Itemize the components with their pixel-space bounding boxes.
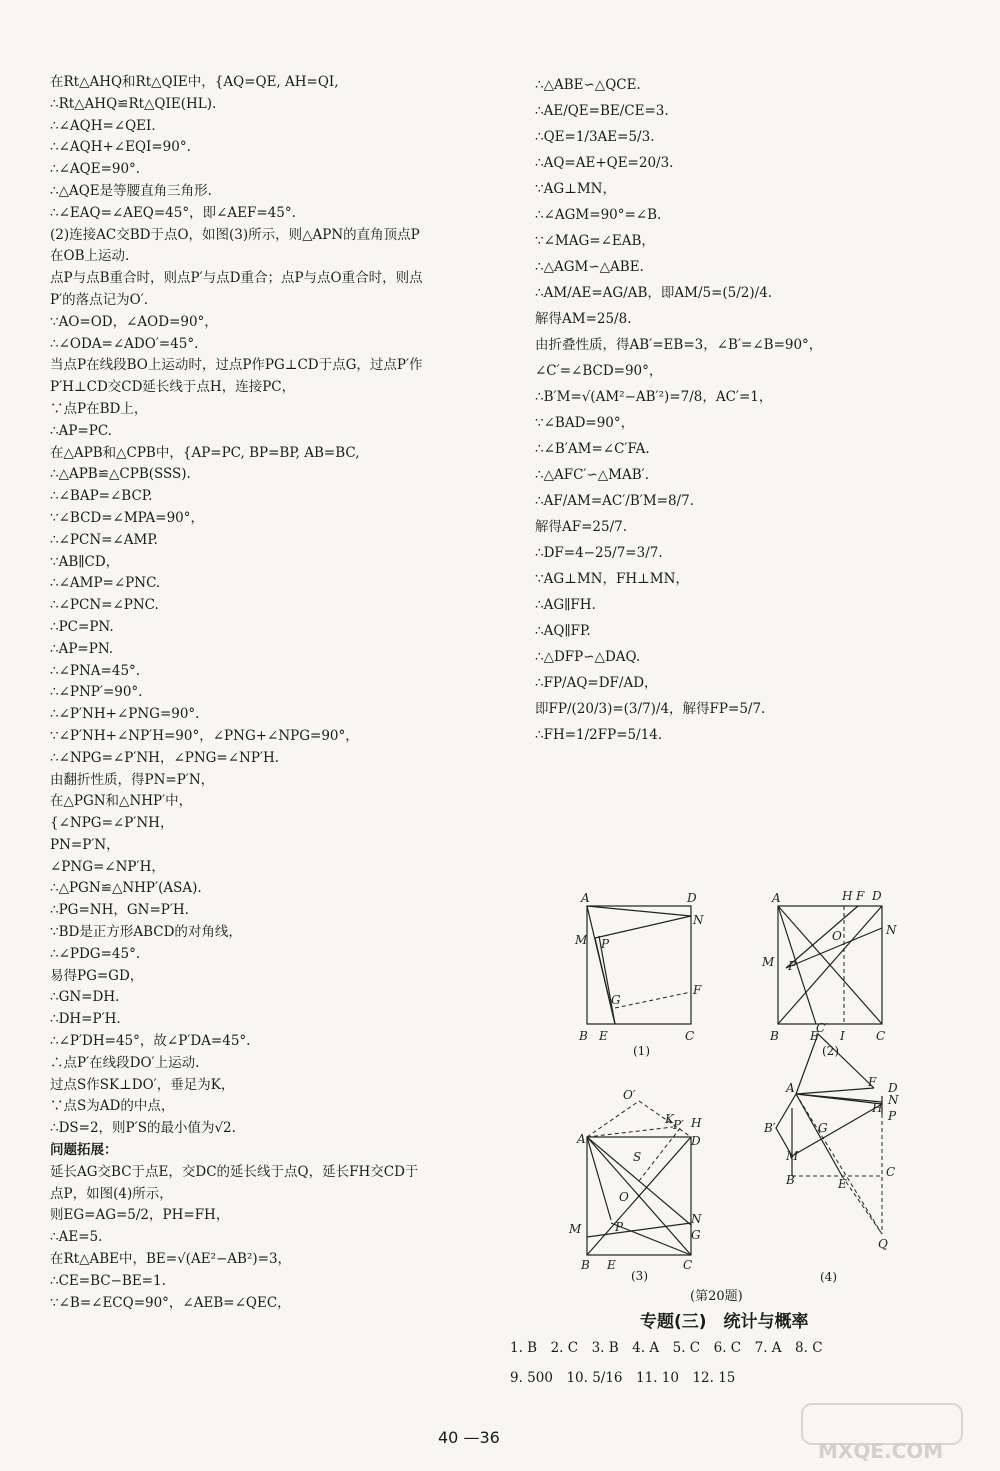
right-text-line: ∴AE/QE=BE/CE=3. (535, 103, 669, 119)
svg-text:F: F (693, 983, 702, 997)
right-text-line: ∴△DFP∽△DAQ. (535, 649, 641, 665)
left-text-line: ∴点P′在线段DO′上运动. (50, 1054, 200, 1071)
svg-text:B: B (770, 1029, 779, 1043)
watermark-logo (800, 1402, 970, 1466)
left-text-line: 在Rt△AHQ和Rt△QIE中，{AQ=QE, AH=QI, (50, 74, 339, 90)
svg-text:F: F (868, 1075, 877, 1089)
svg-text:D: D (888, 1081, 898, 1095)
left-text-line: ∴GN=DH. (50, 989, 120, 1006)
svg-text:A: A (577, 1132, 586, 1146)
left-text-line: ∵AB∥CD， (50, 553, 120, 570)
left-text-line: 易得PG=GD， (50, 967, 144, 984)
svg-text:N: N (691, 1212, 702, 1226)
left-text-line: ∴∠AMP=∠PNC. (50, 575, 161, 592)
svg-text:S: S (633, 1150, 642, 1164)
right-text-line: ∴∠B′AM=∠C′FA. (535, 441, 650, 457)
left-text-line: ∴∠PDG=45°. (50, 945, 141, 962)
left-text-line: 当点P在线段BO上运动时，过点P作PG⊥CD于点G，过点P′作 (50, 357, 423, 374)
right-text-line: ∴AQ=AE+QE=20/3. (535, 155, 674, 171)
svg-text:H: H (872, 1101, 883, 1115)
left-text-line: ∴∠PNP′=90°. (50, 684, 143, 701)
figure-3-drawing (569, 1088, 713, 1275)
right-text-line: 解得AF=25/7. (535, 519, 628, 535)
answers-row-1: 1. B 2. C 3. B 4. A 5. C 6. C 7. A 8. C (510, 1340, 823, 1356)
svg-text:O: O (619, 1190, 629, 1204)
right-text-line: ∴△AGM∽△ABE. (535, 259, 644, 275)
svg-text:E: E (838, 1177, 847, 1191)
svg-text:H: H (842, 889, 853, 903)
right-text-line: 即FP/(20/3)=(3/7)/4，解得FP=5/7. (535, 701, 766, 717)
right-text-line: ∴FH=1/2FP=5/14. (535, 727, 663, 743)
svg-text:G: G (691, 1228, 701, 1242)
svg-text:N: N (693, 913, 704, 927)
right-text-line: ∵∠BAD=90°， (535, 415, 635, 431)
right-text-line: ∠C′=∠BCD=90°， (535, 363, 663, 379)
left-text-line: ∴△AQE是等腰直角三角形. (50, 182, 212, 199)
left-text-line: ∴∠ODA=∠ADO′=45°. (50, 335, 199, 352)
right-text-line: ∴AG∥FH. (535, 597, 596, 613)
left-text-line: ∴∠P′DH=45°，故∠P′DA=45°. (50, 1033, 251, 1050)
svg-text:N: N (888, 1093, 899, 1107)
answers-row-2: 9. 500 10. 5/16 11. 10 12. 15 (510, 1370, 736, 1386)
left-text-line: ∴∠P′NH+∠PNG=90°. (50, 706, 200, 723)
left-text-line: ∴∠AQH+∠EQI=90°. (50, 139, 191, 156)
right-text-line: ∴∠AGM=90°=∠B. (535, 207, 662, 223)
left-text-line: ∴∠PCN=∠AMP. (50, 531, 158, 548)
left-text-line: {∠NPG=∠P′NH， (50, 815, 174, 832)
left-text-line: (2)连接AC交BD于点O，如图(3)所示，则△APN的直角顶点P (50, 226, 420, 243)
left-text-line: ∵点P在BD上， (50, 400, 148, 417)
left-text-line: ∴∠EAQ=∠AEQ=45°，即∠AEF=45°. (50, 204, 296, 221)
left-text-line: 在Rt△ABE中，BE=√(AE²−AB²)=3， (50, 1251, 292, 1268)
left-text-line: ∴PG=NH，GN=P′H. (50, 902, 189, 919)
left-text-line: ∵BD是正方形ABCD的对角线， (50, 924, 242, 941)
svg-text:K: K (665, 1112, 674, 1126)
svg-text:H: H (691, 1116, 702, 1130)
svg-text:MXQE.COM: MXQE.COM (818, 1439, 944, 1462)
svg-text:M: M (569, 1222, 582, 1236)
figure-1-drawing (575, 888, 715, 1048)
left-text-line: PN=P′N， (50, 836, 120, 853)
svg-text:B′: B′ (764, 1121, 776, 1135)
left-text-line: 过点S作SK⊥DO′，垂足为K， (50, 1076, 235, 1093)
right-text-line: ∴FP/AQ=DF/AD， (535, 675, 658, 691)
left-text-line: 由翻折性质，得PN=P′N， (50, 771, 215, 788)
right-text-line: ∴AF/AM=AC′/B′M=8/7. (535, 493, 694, 509)
left-text-line: ∴AP=PC. (50, 422, 112, 439)
left-text-line: ∴PC=PN. (50, 618, 114, 635)
left-text-line: 点P，如图(4)所示， (50, 1185, 173, 1202)
left-text-line: P′的落点记为O′. (50, 291, 149, 308)
section-title: 专题(三) 统计与概率 (640, 1312, 809, 1332)
figure-2-drawing (762, 888, 908, 1048)
right-text-line: ∴△ABE∽△QCE. (535, 77, 641, 93)
left-text-line: ∠PNG=∠NP′H， (50, 858, 165, 875)
svg-text:Q: Q (878, 1237, 888, 1251)
figure-4-drawing (762, 1021, 912, 1278)
right-text-line: 由折叠性质，得AB′=EB=3，∠B′=∠B=90°， (535, 337, 823, 353)
right-text-line: ∴DF=4−25/7=3/7. (535, 545, 663, 561)
svg-text:C: C (683, 1258, 693, 1272)
svg-text:P′: P′ (673, 1118, 684, 1132)
svg-text:G: G (818, 1121, 828, 1135)
left-text-line: ∴∠PCN=∠PNC. (50, 597, 159, 614)
left-text-line: 在△PGN和△NHP′中， (50, 793, 193, 810)
left-text-line: ∵AO=OD，∠AOD=90°， (50, 313, 218, 330)
svg-text:E: E (599, 1029, 608, 1043)
right-text-line: 解得AM=25/8. (535, 311, 632, 327)
left-text-line: ∴CE=BC−BE=1. (50, 1272, 166, 1289)
svg-text:M: M (786, 1149, 799, 1163)
svg-text:E: E (607, 1258, 616, 1272)
right-text-line: ∴QE=1/3AE=5/3. (535, 129, 655, 145)
left-text-line: 问题拓展： (50, 1142, 118, 1159)
svg-text:A: A (772, 891, 781, 905)
right-text-line: ∵AG⊥MN，FH⊥MN， (535, 571, 689, 587)
svg-text:F: F (856, 889, 865, 903)
right-text-line: ∵∠MAG=∠EAB， (535, 233, 655, 249)
svg-text:E: E (810, 1029, 819, 1043)
left-text-line: ∵∠BCD=∠MPA=90°， (50, 509, 205, 526)
svg-text:I: I (840, 1029, 845, 1043)
left-text-line: ∴DS=2，则P′S的最小值为√2. (50, 1120, 236, 1137)
left-text-line: ∴AP=PN. (50, 640, 114, 657)
left-text-line: 点P与点B重合时，则点P′与点D重合；点P与点O重合时，则点 (50, 270, 423, 287)
left-text-line: ∴∠PNA=45°. (50, 662, 141, 679)
left-text-line: ∴△APB≌△CPB(SSS). (50, 466, 191, 483)
svg-text:P: P (788, 959, 797, 973)
svg-text:A: A (581, 891, 590, 905)
left-text-line: ∴∠BAP=∠BCP. (50, 488, 153, 505)
left-text-line: 在△APB和△CPB中，{AP=PC, BP=BP, AB=BC, (50, 444, 360, 461)
svg-text:O′: O′ (623, 1088, 636, 1102)
svg-text:P: P (888, 1109, 897, 1123)
left-text-line: ∴Rt△AHQ≌Rt△QIE(HL). (50, 95, 217, 112)
svg-text:D: D (872, 889, 882, 903)
left-text-line: ∴AE=5. (50, 1229, 103, 1246)
page-number: 40 —36 (438, 1428, 500, 1447)
left-text-line: 延长AG交BC于点E，交DC的延长线于点Q，延长FH交CD于 (50, 1163, 419, 1180)
svg-text:C: C (876, 1029, 886, 1043)
right-text-line: ∴AM/AE=AG/AB，即AM/5=(5/2)/4. (535, 285, 773, 301)
svg-text:C: C (886, 1165, 896, 1179)
svg-text:D: D (687, 891, 697, 905)
right-text-line: ∵AG⊥MN， (535, 181, 616, 197)
right-text-line: ∴AQ∥FP. (535, 623, 591, 639)
svg-text:M: M (575, 933, 588, 947)
right-text-line: ∴△AFC′∽△MAB′. (535, 467, 650, 483)
left-text-line: ∴∠NPG=∠P′NH，∠PNG=∠NP′H. (50, 749, 280, 766)
figure-1-caption: (1) (633, 1044, 650, 1058)
svg-text:G: G (611, 993, 621, 1007)
svg-text:P: P (601, 937, 610, 951)
watermark-logo-image (800, 1402, 970, 1462)
figure-2-caption: (2) (822, 1044, 839, 1058)
svg-text:B: B (579, 1029, 588, 1043)
svg-text:D: D (691, 1134, 701, 1148)
figures-group-caption: (第20题) (690, 1289, 743, 1304)
svg-text:A: A (786, 1081, 795, 1095)
svg-text:B: B (581, 1258, 590, 1272)
svg-text:M: M (762, 955, 775, 969)
right-text-line: ∴B′M=√(AM²−AB′²)=7/8，AC′=1， (535, 389, 773, 405)
svg-text:C′: C′ (816, 1021, 828, 1035)
left-text-line: ∵点S为AD的中点， (50, 1098, 175, 1115)
left-text-line: P′H⊥CD交CD延长线于点H，连接PC， (50, 379, 296, 396)
svg-text:N: N (886, 923, 897, 937)
figure-3-caption: (3) (631, 1269, 648, 1283)
svg-text:B: B (786, 1173, 795, 1187)
left-text-line: 在OB上运动. (50, 248, 130, 265)
left-text-line: ∴△PGN≌△NHP′(ASA). (50, 880, 202, 897)
svg-text:C: C (685, 1029, 695, 1043)
left-text-line: ∴∠AQH=∠QEI. (50, 117, 156, 134)
left-text-line: ∴DH=P′H. (50, 1011, 121, 1028)
left-text-line: ∴∠AQE=90°. (50, 161, 141, 178)
left-text-line: ∵∠B=∠ECQ=90°，∠AEB=∠QEC， (50, 1294, 291, 1311)
svg-text:P: P (615, 1220, 624, 1234)
left-text-line: 则EG=AG=5/2，PH=FH， (50, 1207, 230, 1224)
figure-4-caption: (4) (820, 1270, 837, 1284)
right-column (535, 72, 950, 748)
left-text-line: ∵∠P′NH+∠NP′H=90°，∠PNG+∠NPG=90°， (50, 727, 359, 744)
svg-text:O: O (832, 929, 842, 943)
left-column (50, 72, 495, 1314)
